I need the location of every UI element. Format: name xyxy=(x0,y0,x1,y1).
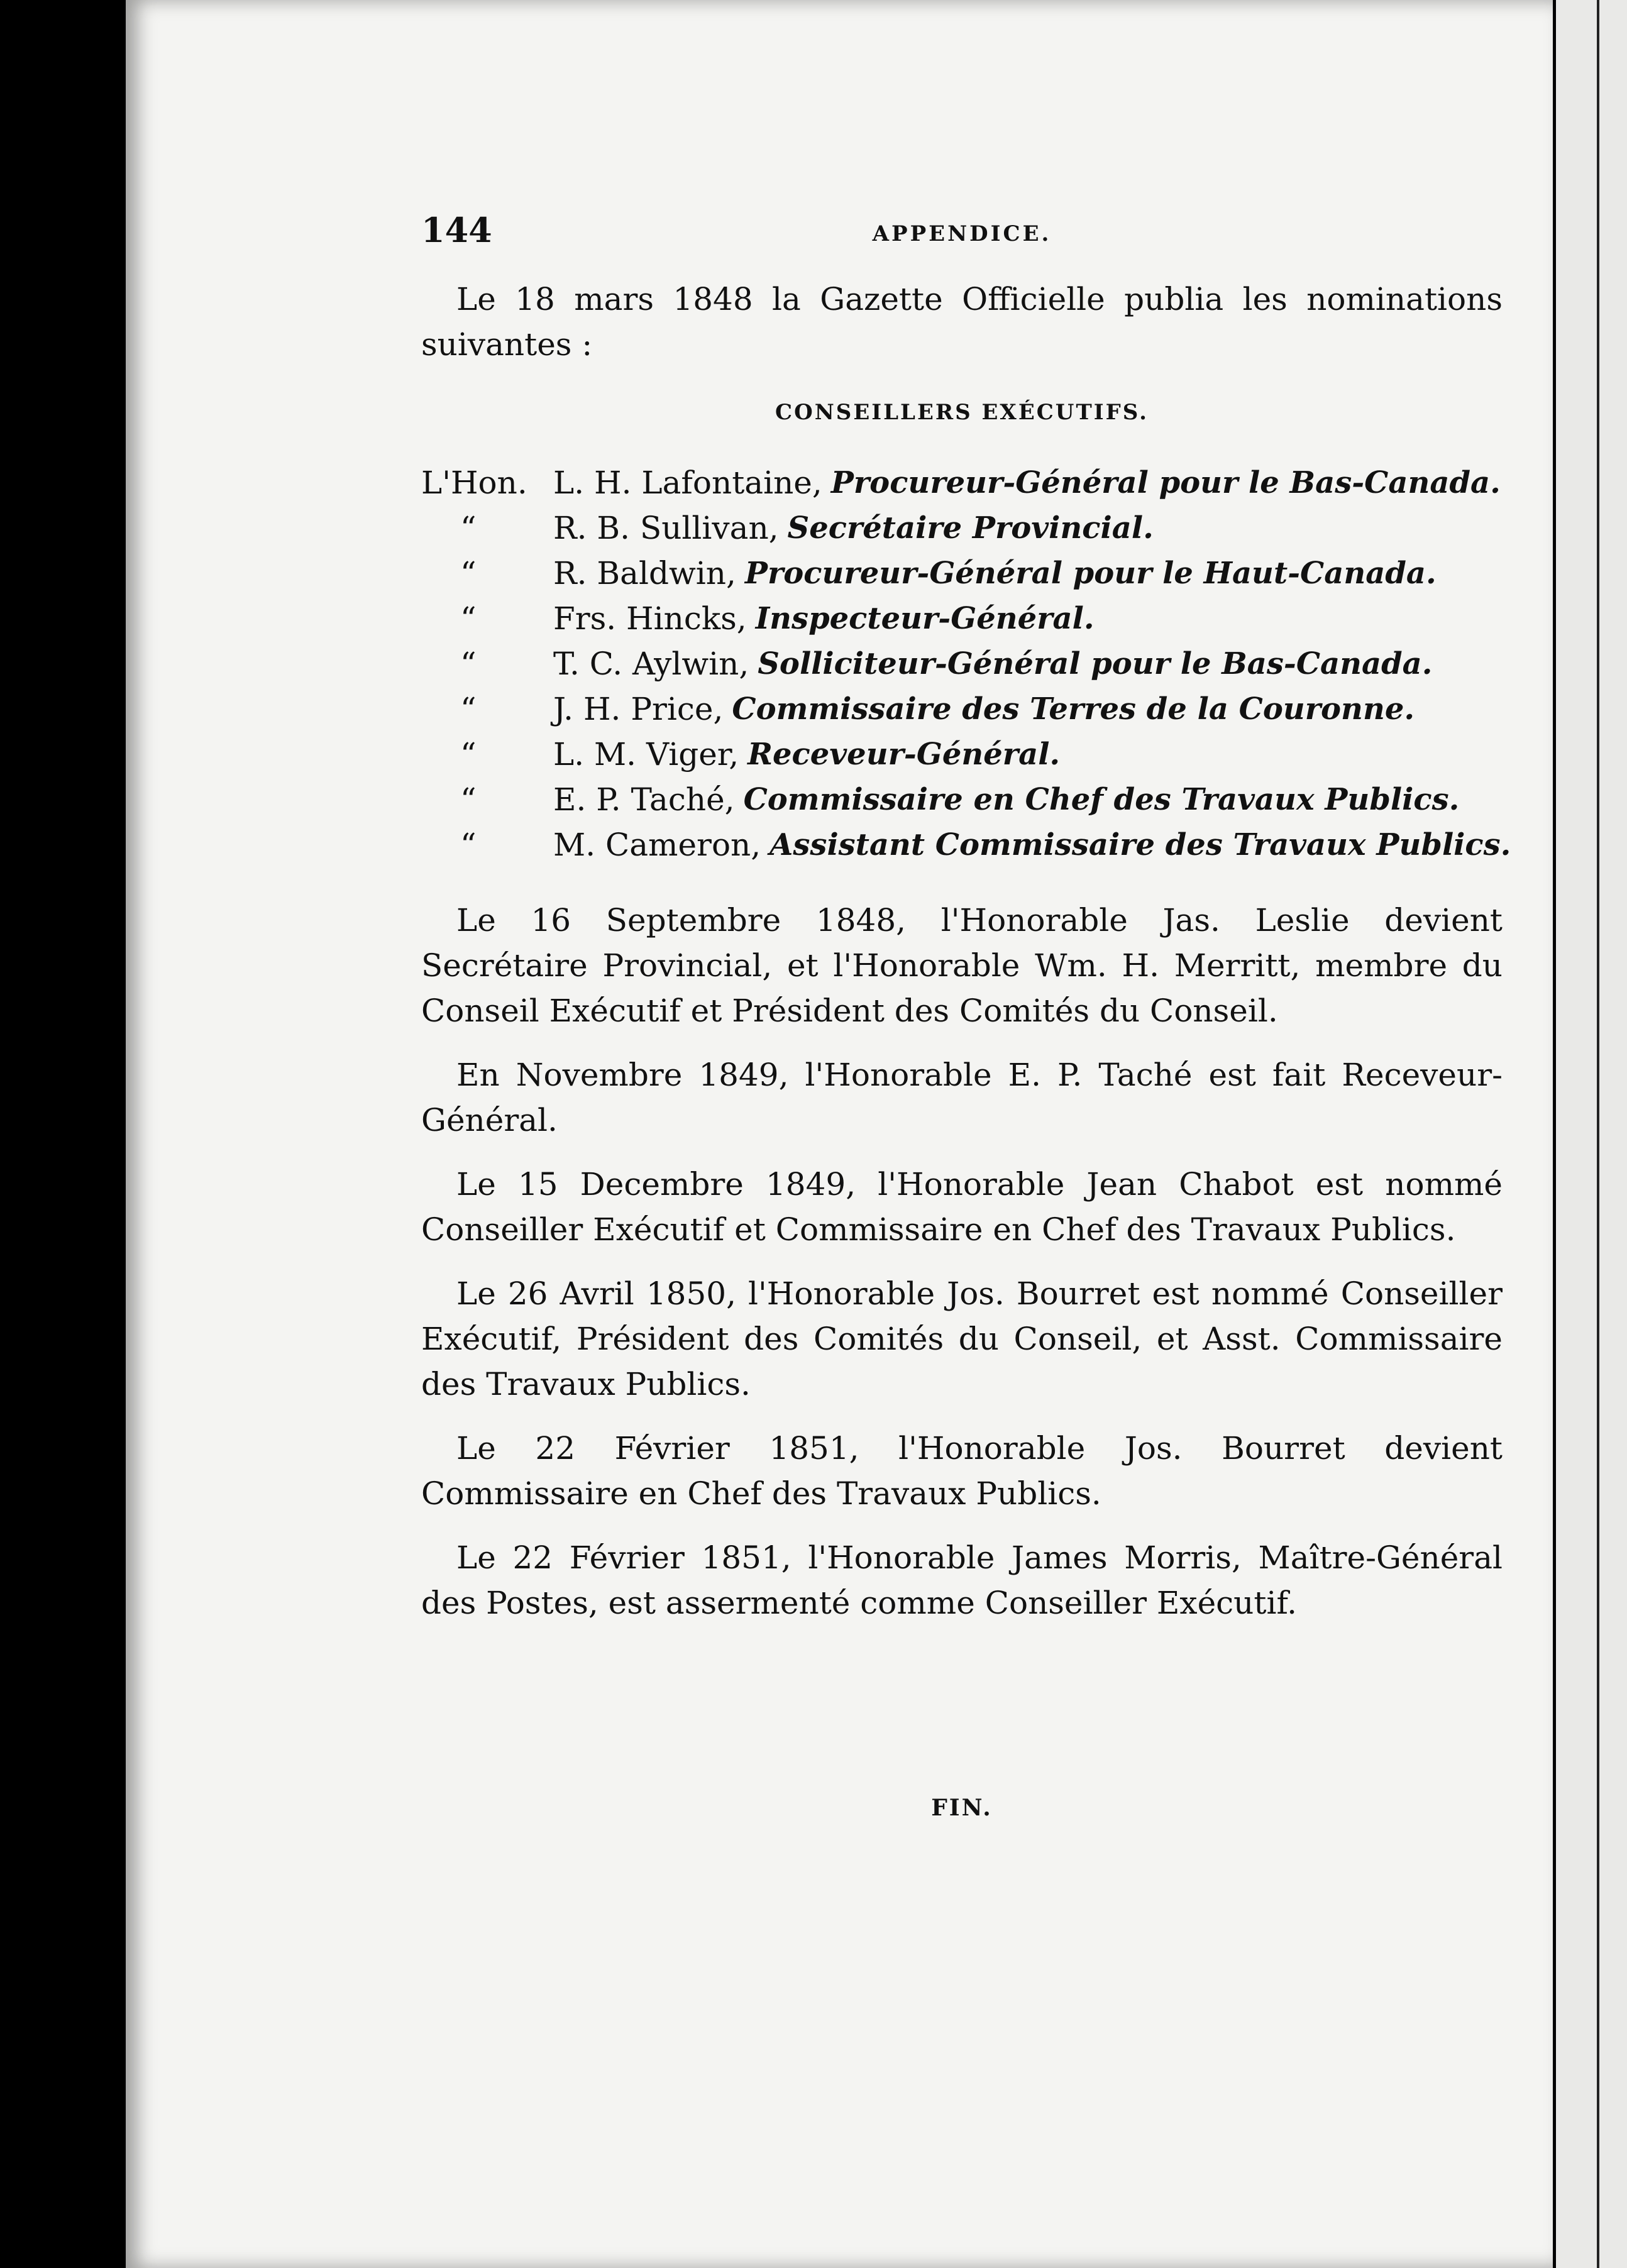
adjacent-page-edge xyxy=(1556,0,1627,2268)
appointment-row xyxy=(421,551,1503,596)
appointee-name: L. M. Viger, xyxy=(553,736,739,773)
running-title: APPENDICE. xyxy=(872,221,1052,246)
body-paragraph: Le 22 Février 1851, l'Honorable Jos. Bourret devient Commissaire en Chef des Travaux Publics. xyxy=(421,1430,1503,1512)
appointment-row xyxy=(421,641,1503,686)
closing-fin: FIN. xyxy=(931,1795,993,1821)
appointee-name: J. H. Price, xyxy=(553,691,724,727)
honorific: L'Hon. xyxy=(421,465,527,501)
ditto-mark: “ xyxy=(460,691,477,727)
ditto-mark: “ xyxy=(460,646,477,682)
ditto-mark: “ xyxy=(460,600,477,637)
appointee-name: T. C. Aylwin, xyxy=(553,646,749,682)
running-head xyxy=(421,207,1503,251)
appointee-office: Secrétaire Provincial. xyxy=(787,510,1154,546)
appointment-row xyxy=(421,596,1503,641)
page-number: 144 xyxy=(421,210,492,250)
appointee-name: Frs. Hincks, xyxy=(553,600,747,637)
appointee-name: E. P. Taché, xyxy=(553,781,735,818)
appointee-office: Procureur-Général pour le Haut-Canada. xyxy=(744,556,1437,591)
ditto-mark: “ xyxy=(460,781,477,818)
appointment-row xyxy=(421,686,1503,732)
page-gutter xyxy=(1597,0,1599,2268)
ditto-mark: “ xyxy=(460,736,477,773)
section-heading: CONSEILLERS EXÉCUTIFS. xyxy=(775,400,1149,425)
appointee-office: Inspecteur-Général. xyxy=(755,601,1095,636)
body-paragraph: Le 22 Février 1851, l'Honorable James Morris, Maître-Général des Postes, est assermenté comme Conseiller Exécutif. xyxy=(421,1539,1503,1621)
appointee-office: Assistant Commissaire des Travaux Publics. xyxy=(769,827,1511,862)
appointee-name: R. B. Sullivan, xyxy=(553,510,779,546)
appointee-office: Commissaire des Terres de la Couronne. xyxy=(732,691,1415,727)
appointee-name: R. Baldwin, xyxy=(553,555,736,592)
body-paragraph: Le 26 Avril 1850, l'Honorable Jos. Bourret est nommé Conseiller Exécutif, Président des Comités du Conseil, et Asst. Commissaire des Travaux Publics. xyxy=(421,1275,1503,1402)
page-text-block xyxy=(421,207,1511,1821)
appointment-row xyxy=(421,505,1503,551)
ditto-mark: “ xyxy=(460,827,477,863)
body-paragraph: En Novembre 1849, l'Honorable E. P. Taché est fait Receveur-Général. xyxy=(421,1057,1503,1138)
book-page xyxy=(126,0,1553,2268)
appointee-office: Receveur-Général. xyxy=(747,737,1061,772)
ditto-mark: “ xyxy=(460,555,477,592)
intro-paragraph: Le 18 mars 1848 la Gazette Officielle publia les nominations suivantes : xyxy=(421,281,1503,363)
ditto-mark: “ xyxy=(460,510,477,546)
appointment-row xyxy=(421,777,1503,822)
appointee-office: Procureur-Général pour le Bas-Canada. xyxy=(830,465,1501,500)
appointee-office: Commissaire en Chef des Travaux Publics. xyxy=(743,782,1460,817)
body-paragraph: Le 15 Decembre 1849, l'Honorable Jean Chabot est nommé Conseiller Exécutif et Commissaire en Chef des Travaux Publics. xyxy=(421,1166,1503,1248)
appointee-name: L. H. Lafontaine, xyxy=(553,465,822,501)
appointment-row xyxy=(421,732,1503,777)
body-paragraph: Le 16 Septembre 1848, l'Honorable Jas. Leslie devient Secrétaire Provincial, et l'Honorable Wm. H. Merritt, membre du Conseil Exécutif et Président des Comités du Conseil. xyxy=(421,902,1503,1029)
appointee-name: M. Cameron, xyxy=(553,827,761,863)
appointments-list xyxy=(421,460,1511,867)
appointee-office: Solliciteur-Général pour le Bas-Canada. xyxy=(758,646,1433,681)
appointment-row xyxy=(421,460,1503,505)
appointment-row xyxy=(421,822,1511,867)
